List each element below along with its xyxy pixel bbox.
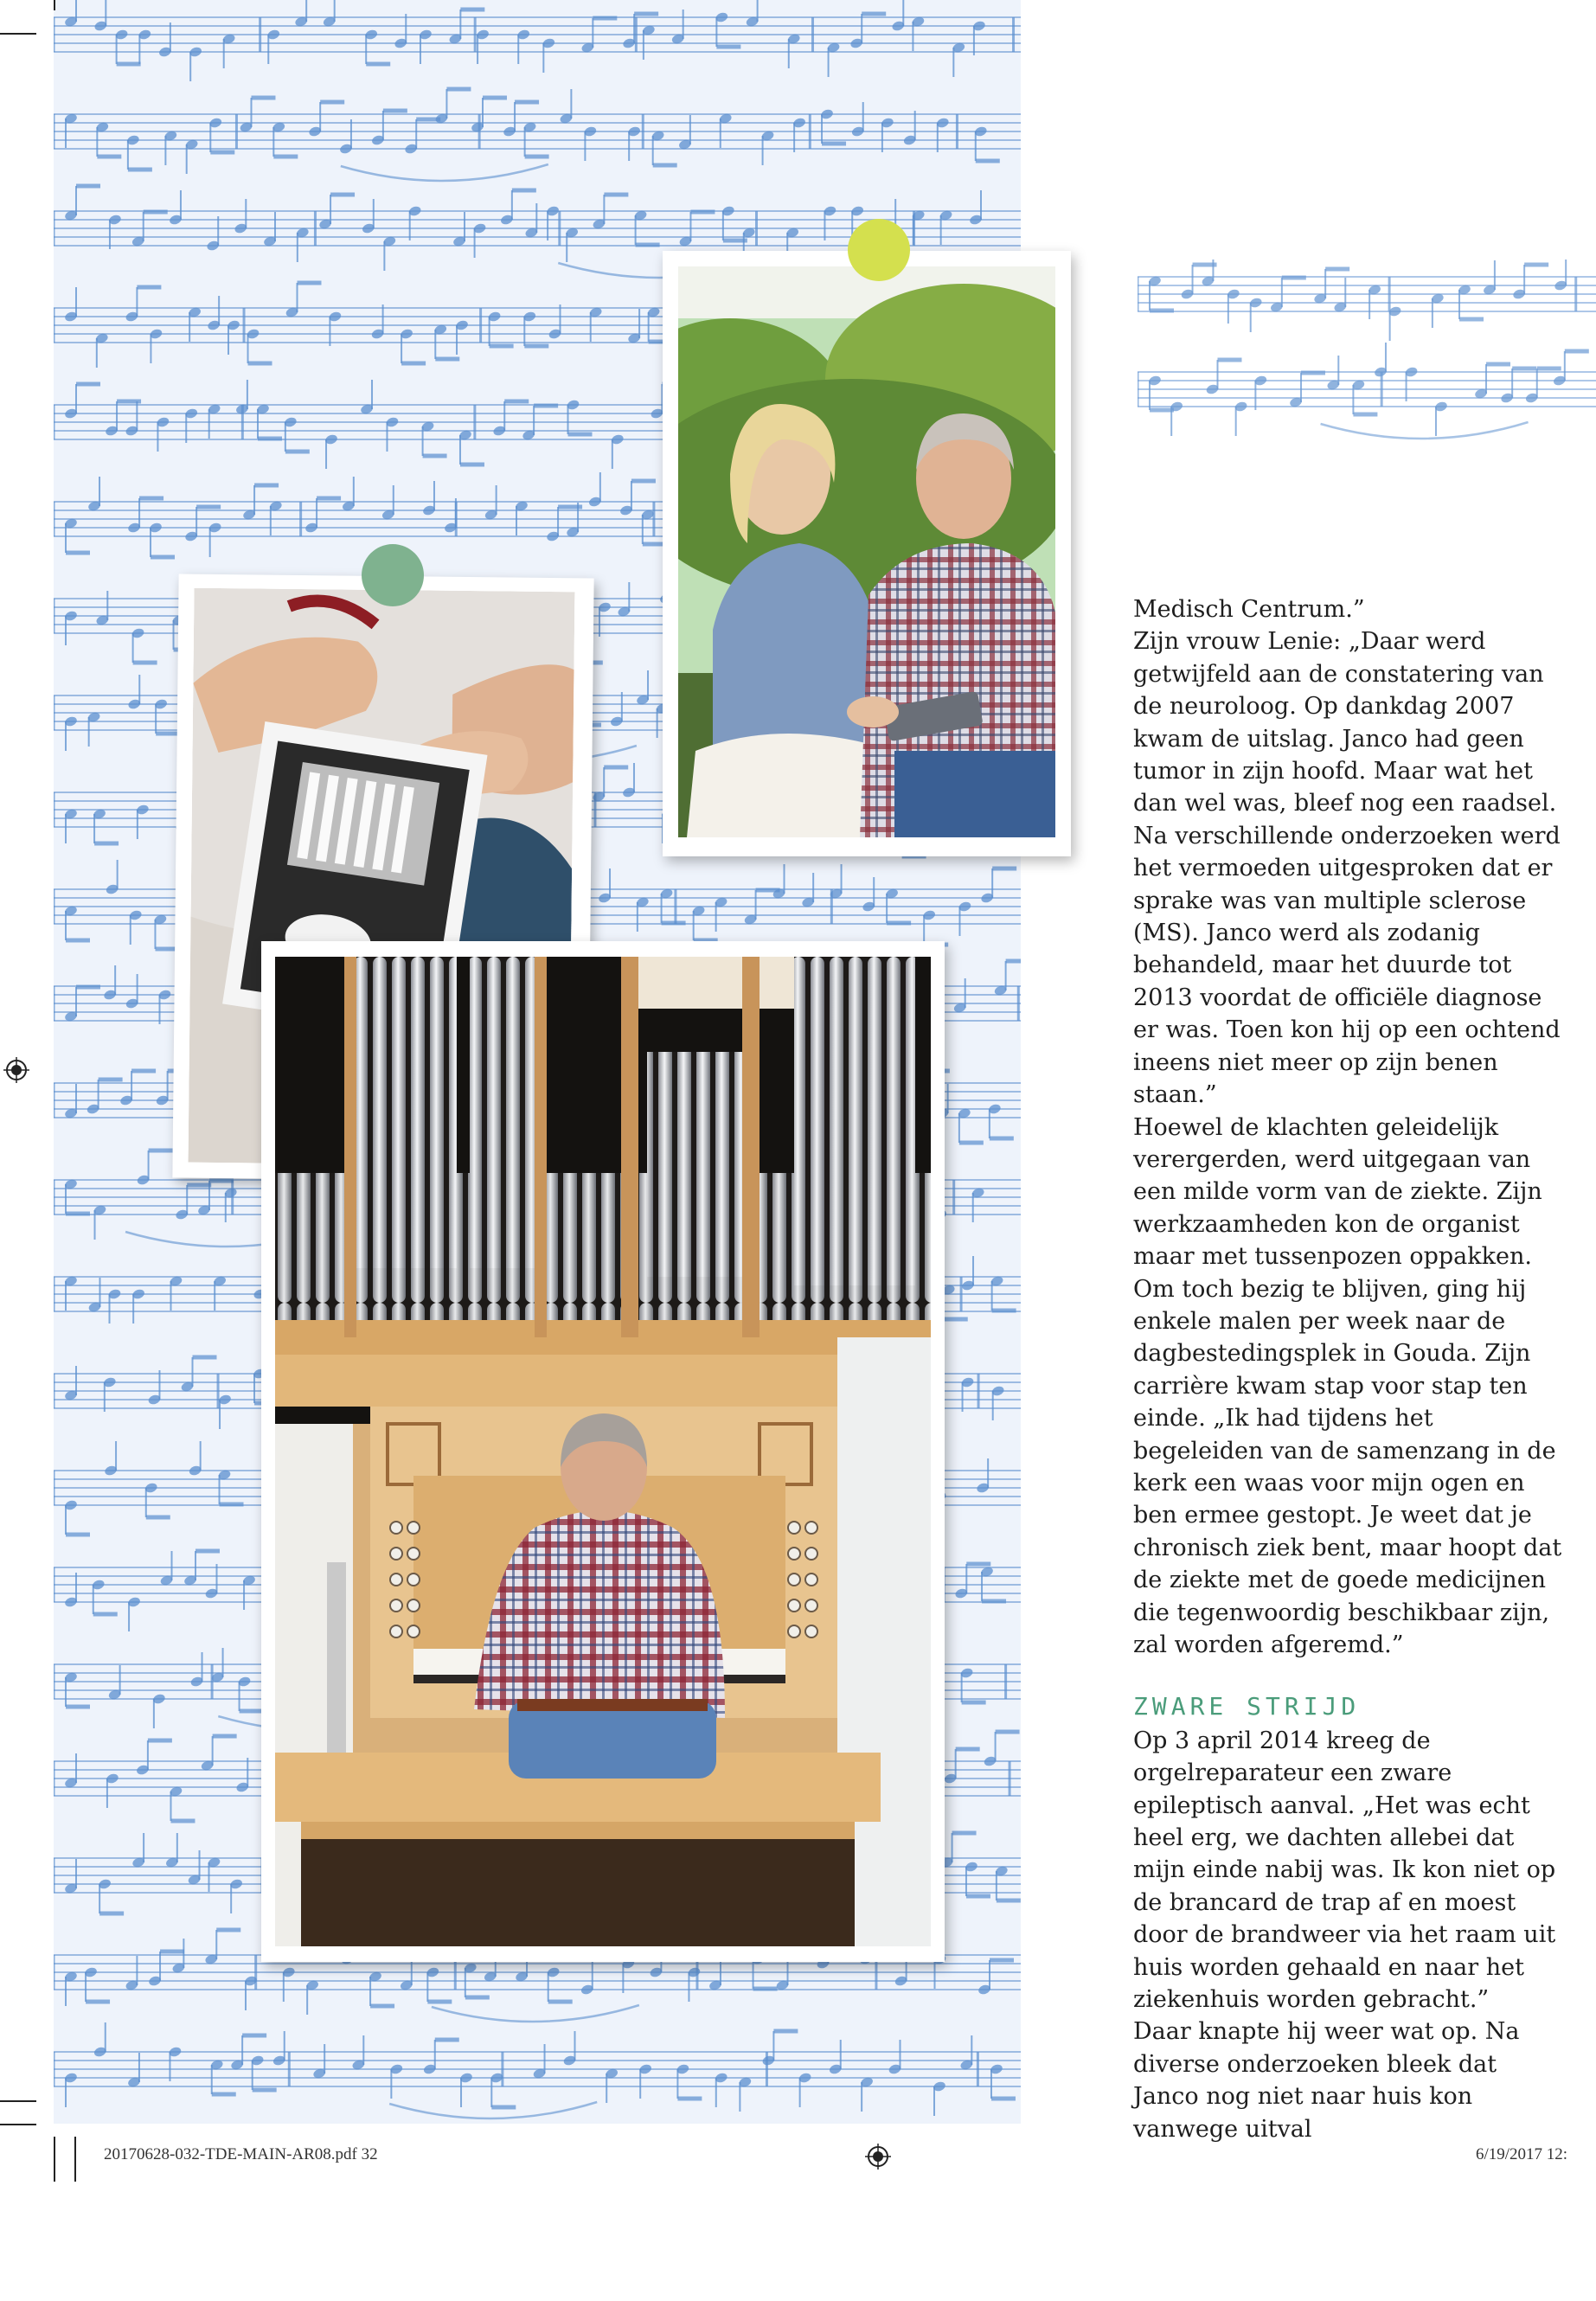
organ-image xyxy=(275,957,931,1946)
crop-mark xyxy=(0,2100,36,2102)
article-body xyxy=(1133,593,1566,2145)
crop-mark xyxy=(0,2124,36,2125)
registration-mark-icon xyxy=(865,2144,891,2170)
print-slug-filename: 20170628-032-TDE-MAIN-AR08.pdf 32 xyxy=(104,2145,378,2163)
article-paragraph: Hoewel de klachten geleidelijk verergerden, werd uitgegaan van een milde vorm van de ziekte. Zijn werkzaamheden kon de organist maar met tussenpozen oppakken. Om toch bezig te blijven, ging hij enkele malen per week naar de dagbestedingsplek in Gouda. Zijn carrière kwam stap voor stap ten einde. „Ik had tijdens het begeleiden van de samenzang in de kerk een waas voor mijn ogen en ben ermee gestopt. Je weet dat je chronisch ziek bent, maar hoopt dat de ziekte met de goede medicijnen die tegenwoordig beschikbaar zijn, zal worden afgeremd.” xyxy=(1133,1113,1562,1658)
article-paragraph: Daar knapte hij weer wat op. Na diverse onderzoeken bleek dat Janco nog niet naar huis kon vanwege uitval xyxy=(1133,2018,1520,2143)
crop-mark xyxy=(54,0,55,10)
couple-image xyxy=(678,266,1055,837)
sheet-music-strip-graphic xyxy=(1138,260,1596,441)
crop-mark xyxy=(54,2137,55,2182)
article-paragraph: Zijn vrouw Lenie: „Daar werd getwijfeld aan de constatering van de neuroloog. Op dankdag 2007 kwam de uitslag. Janco had geen tumor in zijn hoofd. Maar wat het dan wel was, bleef nog een raadsel. Na verschillende onderzoeken werd het vermoeden uitgesproken dat er sprake was van multiple sclerose (MS). Janco werd als zodanig behandeld, maar het duurde tot 2013 voordat de officiële diagnose er was. Toen kon hij op een ochtend ineens niet meer op zijn benen staan.” xyxy=(1133,628,1561,1109)
yellow-pin-icon xyxy=(848,219,910,281)
article-paragraph: Op 3 april 2014 kreeg de orgelreparateur een zware epileptisch aanval. „Het was echt heel erg, we dachten allebei dat mijn einde nabij was. Ik kon niet op de brancard de trap af en moest door de brandweer via het raam uit huis worden gehaald en naar het ziekenhuis worden gebracht.” xyxy=(1133,1727,1556,2014)
sheet-music-strip xyxy=(1138,260,1596,441)
article-paragraph: Medisch Centrum.” xyxy=(1133,596,1365,623)
crop-mark xyxy=(74,2137,76,2182)
crop-mark xyxy=(0,33,36,35)
section-subheading: ZWARE STRIJD xyxy=(1133,1692,1361,1721)
print-slug-date: 6/19/2017 12: xyxy=(1476,2145,1568,2163)
green-pin-icon xyxy=(362,544,424,606)
photo-couple xyxy=(663,251,1071,856)
registration-mark-icon xyxy=(3,1057,29,1083)
photo-organist xyxy=(261,941,945,1962)
